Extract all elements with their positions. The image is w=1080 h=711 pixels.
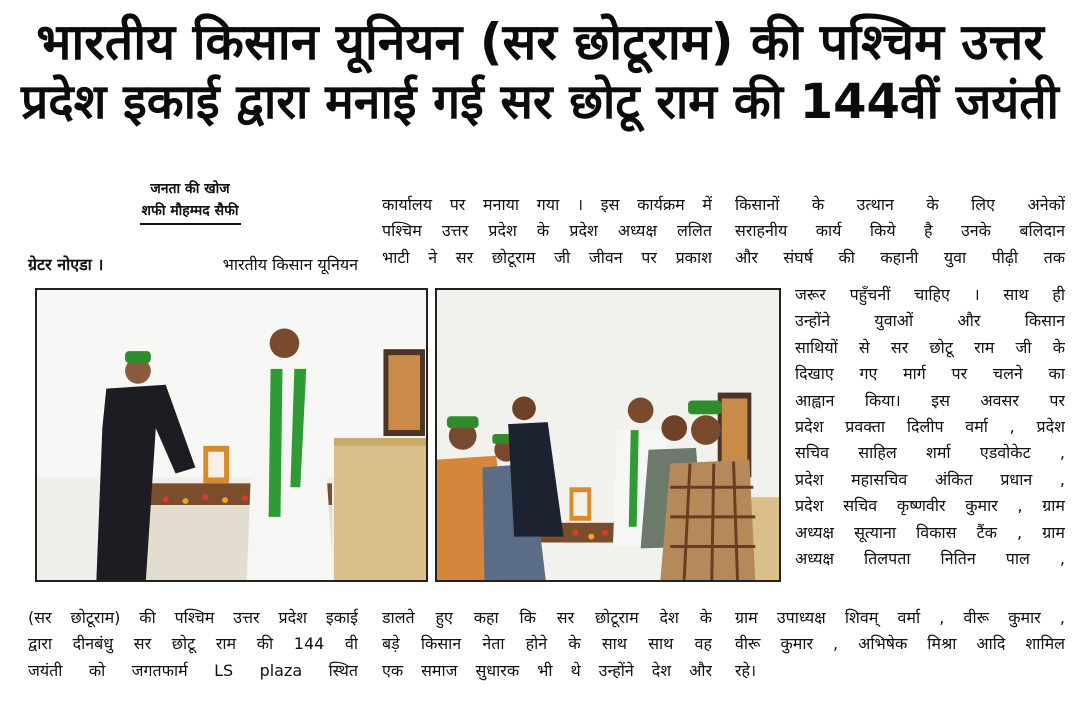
col3-line-7: दिखाए गए मार्ग पर चलने का [795,364,1065,384]
col3-line-6: साथियों से सर छोटू राम जी के [795,337,1065,357]
headline [20,12,1060,132]
col3-line-9: प्रदेश प्रवक्ता दिलीप वर्मा , प्रदेश [795,417,1065,437]
col3-line-1: किसानों के उत्थान के लिए अनेकों [735,195,1065,214]
col1-line-3: द्वारा दीनबंधु सर छोटू राम की 144 वी [28,634,358,654]
col3-line-3: और संघर्ष की कहानी युवा पीढ़ी तक [735,247,1065,267]
dateline: ग्रेटर नोएडा । [28,255,104,274]
headline-line-1: भारतीय किसान यूनियन (सर छोटूराम) की पश्चिम उत्तर [36,13,1044,71]
col3-line-14: अध्यक्ष तिलपता नितिन पाल , [795,549,1065,569]
cabinet [334,438,426,580]
col3-line-4: जरूर पहुँचनीं चाहिए । साथ ही [795,285,1065,304]
column-1-top [28,252,358,278]
column-2-bottom [382,605,712,684]
col3-line-11: प्रदेश महासचिव अंकित प्रधान , [795,469,1065,489]
photo-left [35,288,428,582]
col1-line-1: भारतीय किसान यूनियन [222,255,358,274]
photo-right [435,288,781,582]
photo-left-illustration [37,290,426,580]
column-3-lower [735,605,1065,684]
col1-line-2: (सर छोटूराम) की पश्चिम उत्तर प्रदेश इकाई [28,608,358,627]
col3-line-10: सचिव साहिल शर्मा एडवोकेट , [795,443,1065,463]
col3-line-8: आह्वान किया। इस अवसर पर [795,390,1065,410]
byline [100,178,280,225]
col2-line-5: बड़े किसान नेता होने के साथ साथ वह [382,634,712,654]
column-2-top [382,192,712,271]
col2-line-4: डालते हुए कहा कि सर छोटूराम देश के [382,608,712,627]
col3-line-13: अध्यक्ष सूत्याना विकास टैंक , ग्राम [795,522,1065,542]
col3-line-2: सराहनीय कार्य किये है उनके बलिदान [735,221,1065,241]
col3-line-12: प्रदेश सचिव कृष्णवीर कुमार , ग्राम [795,496,1065,516]
col2-line-3: भाटी ने सर छोटूराम जी जीवन पर प्रकाश [382,247,712,267]
headline-line-2: प्रदेश इकाई द्वारा मनाई गई सर छोटू राम की 144वीं जयंती [21,74,1059,130]
col3-line-15: ग्राम उपाध्यक्ष शिवम् वर्मा , वीरू कुमार , [735,608,1065,627]
col3-line-17: रहे। [735,660,757,680]
col1-line-4: जयंती को जगतफार्म LS plaza स्थित [28,660,358,680]
col2-line-2: पश्चिम उत्तर प्रदेश के प्रदेश अध्यक्ष ललित [382,221,712,241]
col3-line-16: वीरू कुमार , अभिषेक मिश्रा आदि शामिल [735,634,1065,654]
col2-line-6: एक समाज सुधारक भी थे उन्होंने देश और [382,660,712,680]
photo-right-illustration [437,290,779,580]
column-3-upper [735,192,1065,271]
col2-line-1: कार्यालय पर मनाया गया । इस कार्यक्रम में [382,195,712,214]
col3-line-5: उन्होंने युवाओं और किसान [795,311,1065,331]
byline-reporter: शफी मौहम्मद सैफी [140,200,241,225]
column-3-middle [795,282,1065,572]
byline-source: जनता की खोज [150,181,230,197]
column-1-bottom [28,605,358,684]
